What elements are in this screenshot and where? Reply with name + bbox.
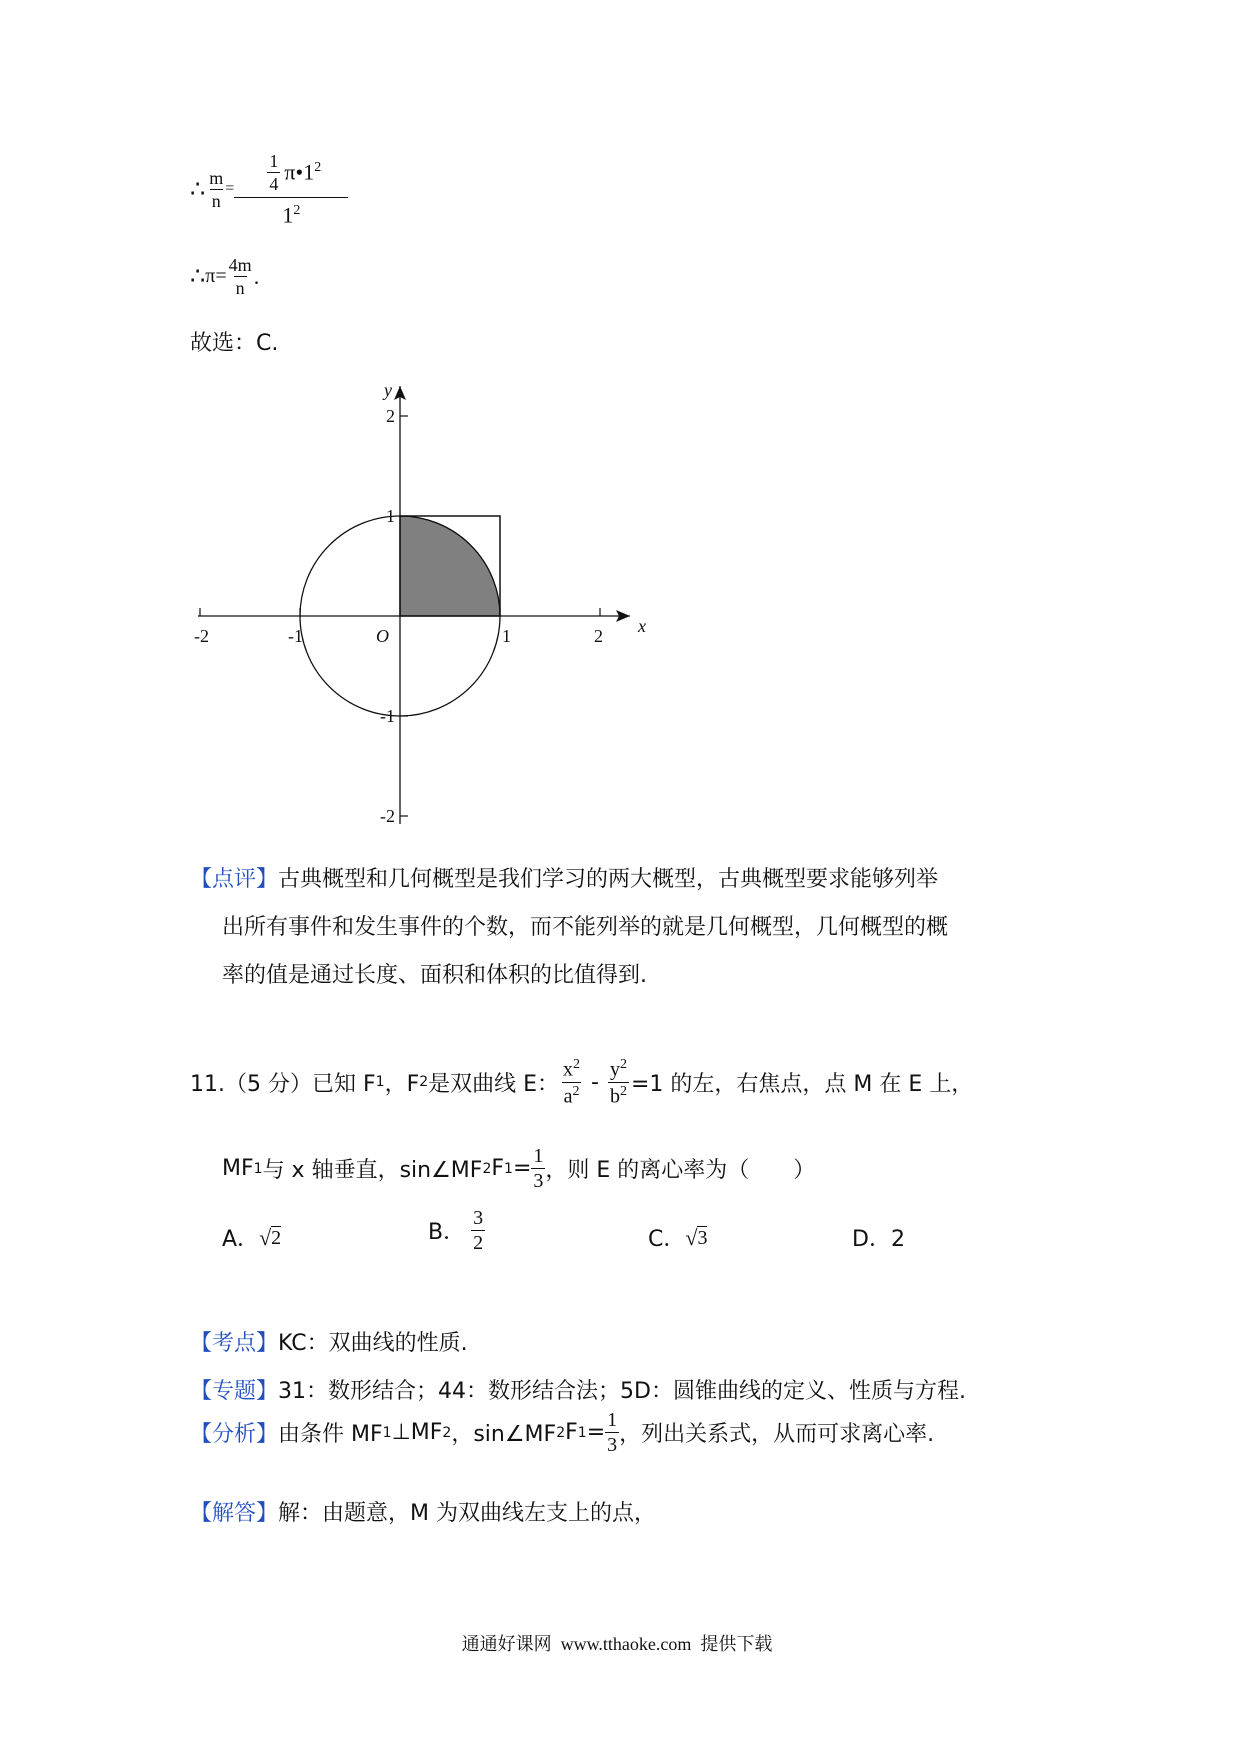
pi-base: π•1: [284, 159, 315, 185]
question-text: ，则 E 的离心率为（ ）: [545, 1158, 816, 1183]
coordinate-figure: [180, 376, 660, 846]
equals-sign: =: [586, 1420, 606, 1445]
radicand: 3: [697, 1226, 708, 1249]
zhuanti-line: [190, 1374, 966, 1405]
kaodian-tag: 【考点】: [190, 1331, 279, 1356]
subscript: 1: [253, 1160, 263, 1177]
kaodian-text: KC：双曲线的性质.: [278, 1331, 468, 1356]
sqrt-icon: √: [685, 1224, 698, 1250]
fenxi-text: ，列出关系式，从而可求离心率.: [619, 1422, 935, 1447]
comment-text: 古典概型和几何概型是我们学习的两大概型，古典概型要求能够列举: [278, 867, 939, 892]
y-tick-label: 2: [386, 406, 395, 426]
fraction-den: n: [235, 278, 245, 298]
fraction-quarter-pi: [234, 152, 348, 226]
fraction-num: 3: [473, 1207, 484, 1229]
sqrt-icon: √: [259, 1224, 272, 1250]
x-tick-label: -2: [194, 626, 209, 646]
equals-sign: =: [512, 1156, 532, 1181]
var-b: b: [609, 1085, 620, 1108]
fraction-num: 4m: [228, 255, 252, 275]
y-tick-label: -1: [380, 706, 395, 726]
fraction-num: m: [209, 167, 224, 188]
fraction-num: 1: [607, 1409, 618, 1431]
fraction-den: [562, 1082, 582, 1107]
exponent: 2: [572, 1083, 580, 1099]
question-text: 与 x 轴垂直，sin∠MF: [262, 1158, 483, 1183]
pi-term: [284, 161, 321, 183]
exponent: 2: [619, 1083, 627, 1099]
question-line-2: [222, 1146, 815, 1191]
fraction-m-n: [207, 169, 225, 210]
x-axis-label: x: [638, 616, 646, 636]
x-tick-label: -1: [288, 626, 303, 646]
exponent: 2: [573, 1057, 581, 1072]
zhuanti-tag: 【专题】: [190, 1379, 279, 1404]
fraction-num: 1: [533, 1145, 544, 1167]
shaded-quarter-circle: [400, 516, 500, 616]
answer-line: 故选：C.: [190, 331, 279, 356]
exponent: 2: [314, 160, 322, 176]
var-x: x: [563, 1058, 574, 1081]
fraction-1-3: [605, 1410, 619, 1455]
option-c: [648, 1222, 707, 1253]
comment-block: [190, 856, 1070, 1000]
question-text: =1 的左，右焦点，点 M 在 E 上，: [630, 1071, 974, 1097]
comment-line-1: [190, 856, 1070, 904]
jieda-text: 解：由题意，M 为双曲线左支上的点，: [278, 1501, 656, 1526]
comment-line-2: 出所有事件和发生事件的个数，而不能列举的就是几何概型，几何概型的概: [222, 915, 949, 940]
subscript: 2: [482, 1160, 492, 1177]
question-text: 是双曲线 E：: [428, 1071, 560, 1097]
question-text: F: [491, 1156, 505, 1181]
option-label: B．: [428, 1220, 466, 1245]
question-number: 11.（5 分）已知 F: [190, 1071, 376, 1097]
jieda-line: [190, 1496, 656, 1527]
subscript: 1: [375, 1074, 385, 1091]
x-tick-label: 2: [594, 626, 603, 646]
therefore-symbol: ∴: [190, 264, 206, 290]
fenxi-text: ⊥MF: [391, 1420, 443, 1445]
subscript: 2: [556, 1424, 566, 1441]
page-footer: 通通好课网 www.tthaoke.com 提供下载: [461, 1634, 773, 1654]
fraction-x2-a2: [561, 1058, 582, 1106]
pi-lhs: π=: [205, 265, 227, 287]
option-b: [428, 1208, 485, 1253]
equals-sign: =: [225, 180, 235, 198]
minus-sign: -: [584, 1069, 606, 1095]
fraction-4m-n: [227, 256, 254, 297]
fraction-den: 3: [607, 1434, 618, 1456]
question-text: ，F: [384, 1071, 420, 1097]
fraction-den: [608, 1082, 629, 1107]
x-tick-label: 1: [502, 626, 511, 646]
zhuanti-text: 31：数形结合；44：数形结合法；5D：圆锥曲线的定义、性质与方程.: [278, 1379, 966, 1404]
y-axis-label: y: [384, 380, 392, 400]
option-d: D．2: [852, 1227, 905, 1252]
radicand: 2: [271, 1226, 282, 1249]
therefore-symbol: ∴: [190, 176, 206, 203]
formula-m-over-n: [190, 152, 348, 226]
subscript: 1: [504, 1160, 513, 1177]
question-text: MF: [222, 1156, 254, 1181]
question-options: [222, 1207, 1022, 1272]
fenxi-line: [190, 1410, 934, 1455]
fraction-den: 2: [473, 1232, 484, 1254]
fraction-num: [608, 1058, 629, 1082]
subscript: 2: [442, 1424, 452, 1441]
fraction-1-4: [267, 152, 280, 193]
fraction-den: n: [211, 190, 221, 211]
var-y: y: [609, 1058, 620, 1081]
option-a: [222, 1222, 281, 1253]
fraction-den: 3: [533, 1170, 544, 1192]
period: .: [253, 263, 260, 289]
den-base: 1: [282, 202, 294, 228]
fraction-num: [257, 152, 325, 197]
y-tick-label: 1: [386, 506, 395, 526]
subscript: 2: [419, 1074, 429, 1091]
jieda-tag: 【解答】: [190, 1501, 279, 1526]
var-a: a: [563, 1085, 573, 1108]
subscript: 1: [382, 1424, 392, 1441]
fenxi-text: 由条件 MF: [278, 1422, 383, 1447]
exponent: 2: [619, 1057, 627, 1072]
fraction-num: [561, 1058, 582, 1082]
fraction-den: 4: [269, 174, 279, 194]
option-label: A．: [222, 1227, 260, 1252]
question-line-1: [190, 1058, 973, 1106]
fraction-y2-b2: [608, 1058, 629, 1106]
fenxi-tag: 【分析】: [190, 1422, 279, 1447]
y-tick-label: -2: [380, 806, 395, 826]
fraction-3-2: [471, 1208, 485, 1253]
fenxi-text: ，sin∠MF: [451, 1422, 557, 1447]
fraction-num: 1: [269, 151, 279, 171]
fraction-1-3: [531, 1146, 545, 1191]
kaodian-line: [190, 1326, 468, 1357]
origin-label: O: [376, 626, 389, 646]
fenxi-text: F: [565, 1420, 578, 1445]
comment-tag: 【点评】: [190, 867, 279, 892]
subscript: 1: [577, 1424, 587, 1441]
formula-pi: [190, 256, 259, 297]
fraction-den: [234, 197, 348, 226]
option-label: C．: [648, 1227, 686, 1252]
comment-line-3: 率的值是通过长度、面积和体积的比值得到.: [222, 963, 647, 988]
exponent: 2: [293, 203, 301, 218]
